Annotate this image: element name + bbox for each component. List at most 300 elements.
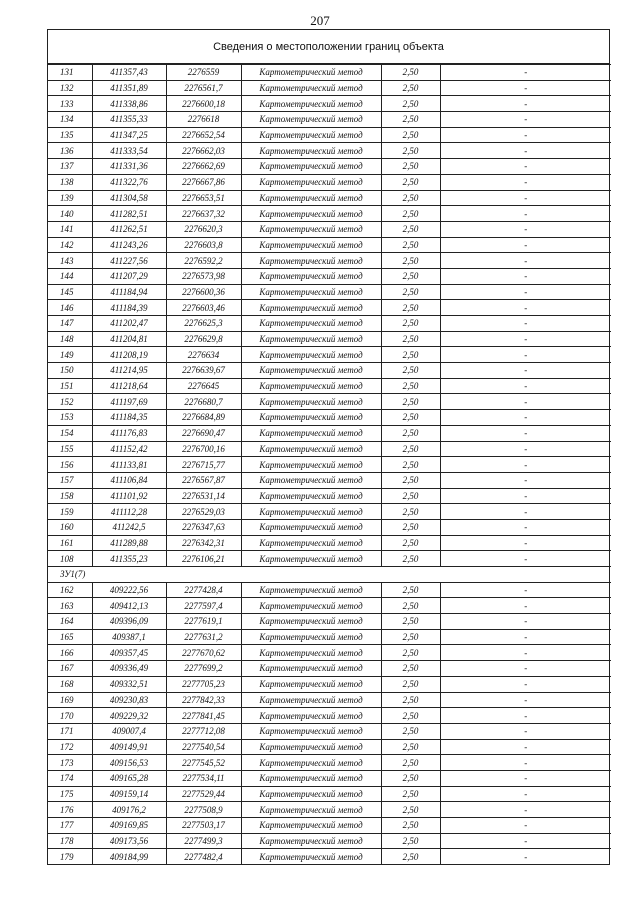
cell-coordinate-y: 2277712,08 <box>166 723 241 739</box>
table-row <box>48 661 611 677</box>
cell-method: Картометрический метод <box>241 425 381 441</box>
cell-coordinate-y: 2277540,54 <box>166 739 241 755</box>
coordinates-table <box>48 64 611 864</box>
cell-method: Картометрический метод <box>241 598 381 614</box>
cell-note: - <box>440 739 611 755</box>
cell-note: - <box>440 661 611 677</box>
cell-coordinate-y: 2276106,21 <box>166 551 241 567</box>
cell-point-number: 172 <box>48 739 92 755</box>
cell-coordinate-x: 411355,23 <box>92 551 166 567</box>
table-row <box>48 363 611 379</box>
cell-coordinate-y: 2276700,16 <box>166 441 241 457</box>
cell-accuracy: 2,50 <box>381 519 440 535</box>
cell-accuracy: 2,50 <box>381 80 440 96</box>
cell-coordinate-y: 2277619,1 <box>166 614 241 630</box>
cell-accuracy: 2,50 <box>381 692 440 708</box>
cell-method: Картометрический метод <box>241 472 381 488</box>
cell-note: - <box>440 755 611 771</box>
table-row <box>48 80 611 96</box>
cell-point-number: 173 <box>48 755 92 771</box>
cell-accuracy: 2,50 <box>381 284 440 300</box>
table-row <box>48 770 611 786</box>
table-row <box>48 457 611 473</box>
cell-coordinate-x: 409332,51 <box>92 676 166 692</box>
cell-note: - <box>440 676 611 692</box>
cell-accuracy: 2,50 <box>381 394 440 410</box>
cell-accuracy: 2,50 <box>381 708 440 724</box>
cell-method: Картометрический метод <box>241 65 381 81</box>
table-row <box>48 143 611 159</box>
cell-accuracy: 2,50 <box>381 378 440 394</box>
cell-accuracy: 2,50 <box>381 614 440 630</box>
cell-coordinate-x: 411322,76 <box>92 174 166 190</box>
cell-point-number: 167 <box>48 661 92 677</box>
cell-note: - <box>440 221 611 237</box>
cell-method: Картометрический метод <box>241 457 381 473</box>
cell-coordinate-x: 409184,99 <box>92 849 166 864</box>
cell-accuracy: 2,50 <box>381 300 440 316</box>
table-row <box>48 96 611 112</box>
cell-accuracy: 2,50 <box>381 833 440 849</box>
cell-point-number: 156 <box>48 457 92 473</box>
table-row <box>48 818 611 834</box>
cell-method: Картометрический метод <box>241 519 381 535</box>
cell-coordinate-x: 411242,5 <box>92 519 166 535</box>
cell-point-number: 170 <box>48 708 92 724</box>
cell-point-number: 136 <box>48 143 92 159</box>
section-row <box>48 567 611 583</box>
cell-coordinate-x: 411227,56 <box>92 253 166 269</box>
cell-method: Картометрический метод <box>241 347 381 363</box>
sheet-title: Сведения о местоположении границ объекта <box>48 30 609 64</box>
table-row <box>48 582 611 598</box>
cell-note: - <box>440 535 611 551</box>
cell-accuracy: 2,50 <box>381 206 440 222</box>
cell-note: - <box>440 347 611 363</box>
cell-accuracy: 2,50 <box>381 488 440 504</box>
cell-accuracy: 2,50 <box>381 786 440 802</box>
cell-method: Картометрический метод <box>241 535 381 551</box>
cell-point-number: 137 <box>48 159 92 175</box>
cell-method: Картометрический метод <box>241 237 381 253</box>
cell-point-number: 148 <box>48 331 92 347</box>
table-row <box>48 378 611 394</box>
cell-accuracy: 2,50 <box>381 849 440 864</box>
cell-note: - <box>440 378 611 394</box>
cell-coordinate-y: 2277842,33 <box>166 692 241 708</box>
cell-coordinate-x: 409149,91 <box>92 739 166 755</box>
cell-note: - <box>440 802 611 818</box>
cell-coordinate-y: 2277508,9 <box>166 802 241 818</box>
cell-point-number: 179 <box>48 849 92 864</box>
cell-accuracy: 2,50 <box>381 268 440 284</box>
cell-point-number: 154 <box>48 425 92 441</box>
cell-coordinate-x: 411184,39 <box>92 300 166 316</box>
cell-accuracy: 2,50 <box>381 347 440 363</box>
cell-note: - <box>440 206 611 222</box>
cell-accuracy: 2,50 <box>381 598 440 614</box>
cell-coordinate-x: 409007,4 <box>92 723 166 739</box>
cell-point-number: 141 <box>48 221 92 237</box>
table-row <box>48 441 611 457</box>
table-row <box>48 237 611 253</box>
cell-method: Картометрический метод <box>241 127 381 143</box>
page-number: 207 <box>310 13 330 28</box>
cell-coordinate-y: 2277534,11 <box>166 770 241 786</box>
cell-note: - <box>440 65 611 81</box>
cell-coordinate-y: 2277482,4 <box>166 849 241 864</box>
cell-accuracy: 2,50 <box>381 96 440 112</box>
cell-accuracy: 2,50 <box>381 425 440 441</box>
cell-accuracy: 2,50 <box>381 472 440 488</box>
cell-coordinate-y: 2276625,3 <box>166 316 241 332</box>
cell-method: Картометрический метод <box>241 363 381 379</box>
cell-accuracy: 2,50 <box>381 535 440 551</box>
cell-point-number: 150 <box>48 363 92 379</box>
cell-note: - <box>440 504 611 520</box>
table-row <box>48 159 611 175</box>
cell-note: - <box>440 237 611 253</box>
table-row <box>48 174 611 190</box>
cell-accuracy: 2,50 <box>381 159 440 175</box>
cell-note: - <box>440 331 611 347</box>
table-row <box>48 629 611 645</box>
cell-coordinate-y: 2276531,14 <box>166 488 241 504</box>
table-row <box>48 786 611 802</box>
table-row <box>48 300 611 316</box>
cell-point-number: 157 <box>48 472 92 488</box>
cell-note: - <box>440 127 611 143</box>
cell-method: Картометрический метод <box>241 394 381 410</box>
cell-coordinate-x: 411207,29 <box>92 268 166 284</box>
cell-coordinate-y: 2276573,98 <box>166 268 241 284</box>
cell-accuracy: 2,50 <box>381 237 440 253</box>
cell-point-number: 166 <box>48 645 92 661</box>
cell-point-number: 174 <box>48 770 92 786</box>
cell-method: Картометрический метод <box>241 80 381 96</box>
cell-point-number: 171 <box>48 723 92 739</box>
cell-point-number: 152 <box>48 394 92 410</box>
cell-accuracy: 2,50 <box>381 65 440 81</box>
cell-note: - <box>440 708 611 724</box>
cell-point-number: 144 <box>48 268 92 284</box>
cell-coordinate-y: 2277545,52 <box>166 755 241 771</box>
cell-coordinate-y: 2276600,18 <box>166 96 241 112</box>
cell-accuracy: 2,50 <box>381 441 440 457</box>
table-row <box>48 331 611 347</box>
cell-coordinate-x: 409176,2 <box>92 802 166 818</box>
cell-coordinate-x: 411351,89 <box>92 80 166 96</box>
cell-point-number: 142 <box>48 237 92 253</box>
cell-note: - <box>440 284 611 300</box>
cell-note: - <box>440 394 611 410</box>
cell-point-number: 143 <box>48 253 92 269</box>
cell-point-number: 158 <box>48 488 92 504</box>
cell-note: - <box>440 159 611 175</box>
cell-point-number: 178 <box>48 833 92 849</box>
cell-accuracy: 2,50 <box>381 770 440 786</box>
cell-method: Картометрический метод <box>241 708 381 724</box>
cell-coordinate-x: 411184,94 <box>92 284 166 300</box>
cell-coordinate-x: 409387,1 <box>92 629 166 645</box>
cell-coordinate-x: 409229,32 <box>92 708 166 724</box>
cell-note: - <box>440 425 611 441</box>
cell-accuracy: 2,50 <box>381 457 440 473</box>
cell-coordinate-y: 2276603,46 <box>166 300 241 316</box>
cell-coordinate-y: 2277597,4 <box>166 598 241 614</box>
cell-note: - <box>440 786 611 802</box>
cell-coordinate-x: 411262,51 <box>92 221 166 237</box>
cell-coordinate-x: 409159,14 <box>92 786 166 802</box>
cell-note: - <box>440 268 611 284</box>
cell-method: Картометрический метод <box>241 614 381 630</box>
cell-accuracy: 2,50 <box>381 410 440 426</box>
cell-method: Картометрический метод <box>241 755 381 771</box>
cell-coordinate-y: 2277428,4 <box>166 582 241 598</box>
cell-method: Картометрический метод <box>241 818 381 834</box>
cell-note: - <box>440 488 611 504</box>
cell-coordinate-y: 2276559 <box>166 65 241 81</box>
cell-coordinate-x: 411208,19 <box>92 347 166 363</box>
cell-accuracy: 2,50 <box>381 739 440 755</box>
cell-method: Картометрический метод <box>241 268 381 284</box>
cell-coordinate-y: 2276652,54 <box>166 127 241 143</box>
cell-coordinate-x: 409156,53 <box>92 755 166 771</box>
cell-note: - <box>440 770 611 786</box>
cell-accuracy: 2,50 <box>381 504 440 520</box>
cell-note: - <box>440 457 611 473</box>
table-row <box>48 739 611 755</box>
table-row <box>48 65 611 81</box>
cell-method: Картометрический метод <box>241 378 381 394</box>
cell-accuracy: 2,50 <box>381 582 440 598</box>
table-row <box>48 535 611 551</box>
cell-coordinate-y: 2277841,45 <box>166 708 241 724</box>
cell-accuracy: 2,50 <box>381 316 440 332</box>
table-row <box>48 268 611 284</box>
cell-coordinate-x: 411218,64 <box>92 378 166 394</box>
table-row <box>48 676 611 692</box>
cell-coordinate-y: 2276347,63 <box>166 519 241 535</box>
cell-method: Картометрический метод <box>241 410 381 426</box>
cell-method: Картометрический метод <box>241 833 381 849</box>
cell-point-number: 108 <box>48 551 92 567</box>
cell-note: - <box>440 692 611 708</box>
cell-accuracy: 2,50 <box>381 190 440 206</box>
cell-coordinate-y: 2277529,44 <box>166 786 241 802</box>
table-row <box>48 221 611 237</box>
cell-note: - <box>440 316 611 332</box>
cell-coordinate-x: 411347,25 <box>92 127 166 143</box>
cell-coordinate-x: 411282,51 <box>92 206 166 222</box>
cell-method: Картометрический метод <box>241 174 381 190</box>
cell-accuracy: 2,50 <box>381 818 440 834</box>
cell-note: - <box>440 80 611 96</box>
cell-coordinate-y: 2276662,69 <box>166 159 241 175</box>
section-label: ЗУ1(7) <box>48 567 611 583</box>
cell-method: Картометрический метод <box>241 629 381 645</box>
cell-point-number: 147 <box>48 316 92 332</box>
table-row <box>48 253 611 269</box>
cell-method: Картометрический метод <box>241 284 381 300</box>
cell-coordinate-x: 409169,85 <box>92 818 166 834</box>
cell-method: Картометрический метод <box>241 206 381 222</box>
cell-coordinate-x: 411197,69 <box>92 394 166 410</box>
cell-method: Картометрический метод <box>241 582 381 598</box>
cell-point-number: 155 <box>48 441 92 457</box>
table-row <box>48 190 611 206</box>
cell-coordinate-y: 2276629,8 <box>166 331 241 347</box>
cell-method: Картометрический метод <box>241 661 381 677</box>
cell-point-number: 139 <box>48 190 92 206</box>
cell-note: - <box>440 441 611 457</box>
cell-coordinate-x: 411202,47 <box>92 316 166 332</box>
cell-note: - <box>440 645 611 661</box>
cell-coordinate-x: 409173,56 <box>92 833 166 849</box>
cell-method: Картометрический метод <box>241 786 381 802</box>
cell-coordinate-y: 2277705,23 <box>166 676 241 692</box>
cell-coordinate-x: 409222,56 <box>92 582 166 598</box>
cell-method: Картометрический метод <box>241 300 381 316</box>
table-row <box>48 833 611 849</box>
cell-point-number: 161 <box>48 535 92 551</box>
cell-method: Картометрический метод <box>241 551 381 567</box>
table-row <box>48 755 611 771</box>
cell-method: Картометрический метод <box>241 692 381 708</box>
table-row <box>48 112 611 128</box>
cell-accuracy: 2,50 <box>381 629 440 645</box>
cell-method: Картометрический метод <box>241 253 381 269</box>
cell-point-number: 135 <box>48 127 92 143</box>
cell-point-number: 138 <box>48 174 92 190</box>
cell-coordinate-x: 411331,36 <box>92 159 166 175</box>
cell-coordinate-x: 411338,86 <box>92 96 166 112</box>
cell-method: Картометрический метод <box>241 190 381 206</box>
cell-coordinate-x: 411106,84 <box>92 472 166 488</box>
cell-coordinate-x: 409165,28 <box>92 770 166 786</box>
cell-point-number: 140 <box>48 206 92 222</box>
cell-point-number: 169 <box>48 692 92 708</box>
table-row <box>48 410 611 426</box>
cell-accuracy: 2,50 <box>381 363 440 379</box>
cell-method: Картометрический метод <box>241 849 381 864</box>
cell-coordinate-y: 2276620,3 <box>166 221 241 237</box>
cell-coordinate-y: 2276637,32 <box>166 206 241 222</box>
cell-method: Картометрический метод <box>241 645 381 661</box>
cell-point-number: 164 <box>48 614 92 630</box>
cell-coordinate-x: 411184,35 <box>92 410 166 426</box>
cell-accuracy: 2,50 <box>381 723 440 739</box>
cell-method: Картометрический метод <box>241 739 381 755</box>
cell-point-number: 163 <box>48 598 92 614</box>
cell-coordinate-y: 2277670,62 <box>166 645 241 661</box>
cell-coordinate-y: 2276600,36 <box>166 284 241 300</box>
cell-accuracy: 2,50 <box>381 551 440 567</box>
cell-coordinate-x: 411333,54 <box>92 143 166 159</box>
cell-point-number: 159 <box>48 504 92 520</box>
table-row <box>48 127 611 143</box>
table-row <box>48 551 611 567</box>
cell-point-number: 175 <box>48 786 92 802</box>
cell-method: Картометрический метод <box>241 316 381 332</box>
table-row <box>48 394 611 410</box>
cell-coordinate-y: 2276603,8 <box>166 237 241 253</box>
cell-coordinate-y: 2276567,87 <box>166 472 241 488</box>
cell-note: - <box>440 629 611 645</box>
cell-point-number: 133 <box>48 96 92 112</box>
cell-accuracy: 2,50 <box>381 127 440 143</box>
table-row <box>48 692 611 708</box>
cell-coordinate-y: 2276653,51 <box>166 190 241 206</box>
cell-coordinate-x: 411152,42 <box>92 441 166 457</box>
cell-coordinate-y: 2276715,77 <box>166 457 241 473</box>
cell-accuracy: 2,50 <box>381 755 440 771</box>
cell-point-number: 149 <box>48 347 92 363</box>
cell-coordinate-y: 2276634 <box>166 347 241 363</box>
table-row <box>48 598 611 614</box>
coordinates-table-body <box>48 65 611 865</box>
cell-coordinate-x: 411101,92 <box>92 488 166 504</box>
cell-accuracy: 2,50 <box>381 221 440 237</box>
cell-coordinate-x: 409357,45 <box>92 645 166 661</box>
cell-point-number: 146 <box>48 300 92 316</box>
cell-point-number: 176 <box>48 802 92 818</box>
cell-coordinate-y: 2277503,17 <box>166 818 241 834</box>
cell-coordinate-y: 2277499,3 <box>166 833 241 849</box>
table-row <box>48 206 611 222</box>
table-row <box>48 504 611 520</box>
cell-coordinate-y: 2277631,2 <box>166 629 241 645</box>
cell-coordinate-y: 2276690,47 <box>166 425 241 441</box>
coordinates-sheet <box>47 29 610 865</box>
cell-note: - <box>440 143 611 159</box>
cell-coordinate-x: 409230,83 <box>92 692 166 708</box>
cell-note: - <box>440 551 611 567</box>
cell-coordinate-x: 411204,81 <box>92 331 166 347</box>
cell-point-number: 134 <box>48 112 92 128</box>
cell-accuracy: 2,50 <box>381 112 440 128</box>
table-row <box>48 425 611 441</box>
cell-accuracy: 2,50 <box>381 143 440 159</box>
cell-point-number: 153 <box>48 410 92 426</box>
cell-point-number: 165 <box>48 629 92 645</box>
cell-note: - <box>440 723 611 739</box>
cell-coordinate-x: 411289,88 <box>92 535 166 551</box>
cell-coordinate-y: 2276680,7 <box>166 394 241 410</box>
cell-note: - <box>440 300 611 316</box>
table-row <box>48 472 611 488</box>
cell-point-number: 131 <box>48 65 92 81</box>
cell-method: Картометрический метод <box>241 770 381 786</box>
cell-accuracy: 2,50 <box>381 331 440 347</box>
cell-note: - <box>440 614 611 630</box>
cell-coordinate-x: 411357,43 <box>92 65 166 81</box>
cell-note: - <box>440 849 611 864</box>
cell-note: - <box>440 582 611 598</box>
cell-note: - <box>440 96 611 112</box>
cell-point-number: 168 <box>48 676 92 692</box>
cell-accuracy: 2,50 <box>381 802 440 818</box>
cell-note: - <box>440 410 611 426</box>
cell-point-number: 145 <box>48 284 92 300</box>
cell-coordinate-x: 411112,28 <box>92 504 166 520</box>
cell-coordinate-x: 411243,26 <box>92 237 166 253</box>
cell-coordinate-x: 409396,09 <box>92 614 166 630</box>
cell-accuracy: 2,50 <box>381 174 440 190</box>
cell-point-number: 162 <box>48 582 92 598</box>
cell-point-number: 160 <box>48 519 92 535</box>
cell-note: - <box>440 818 611 834</box>
